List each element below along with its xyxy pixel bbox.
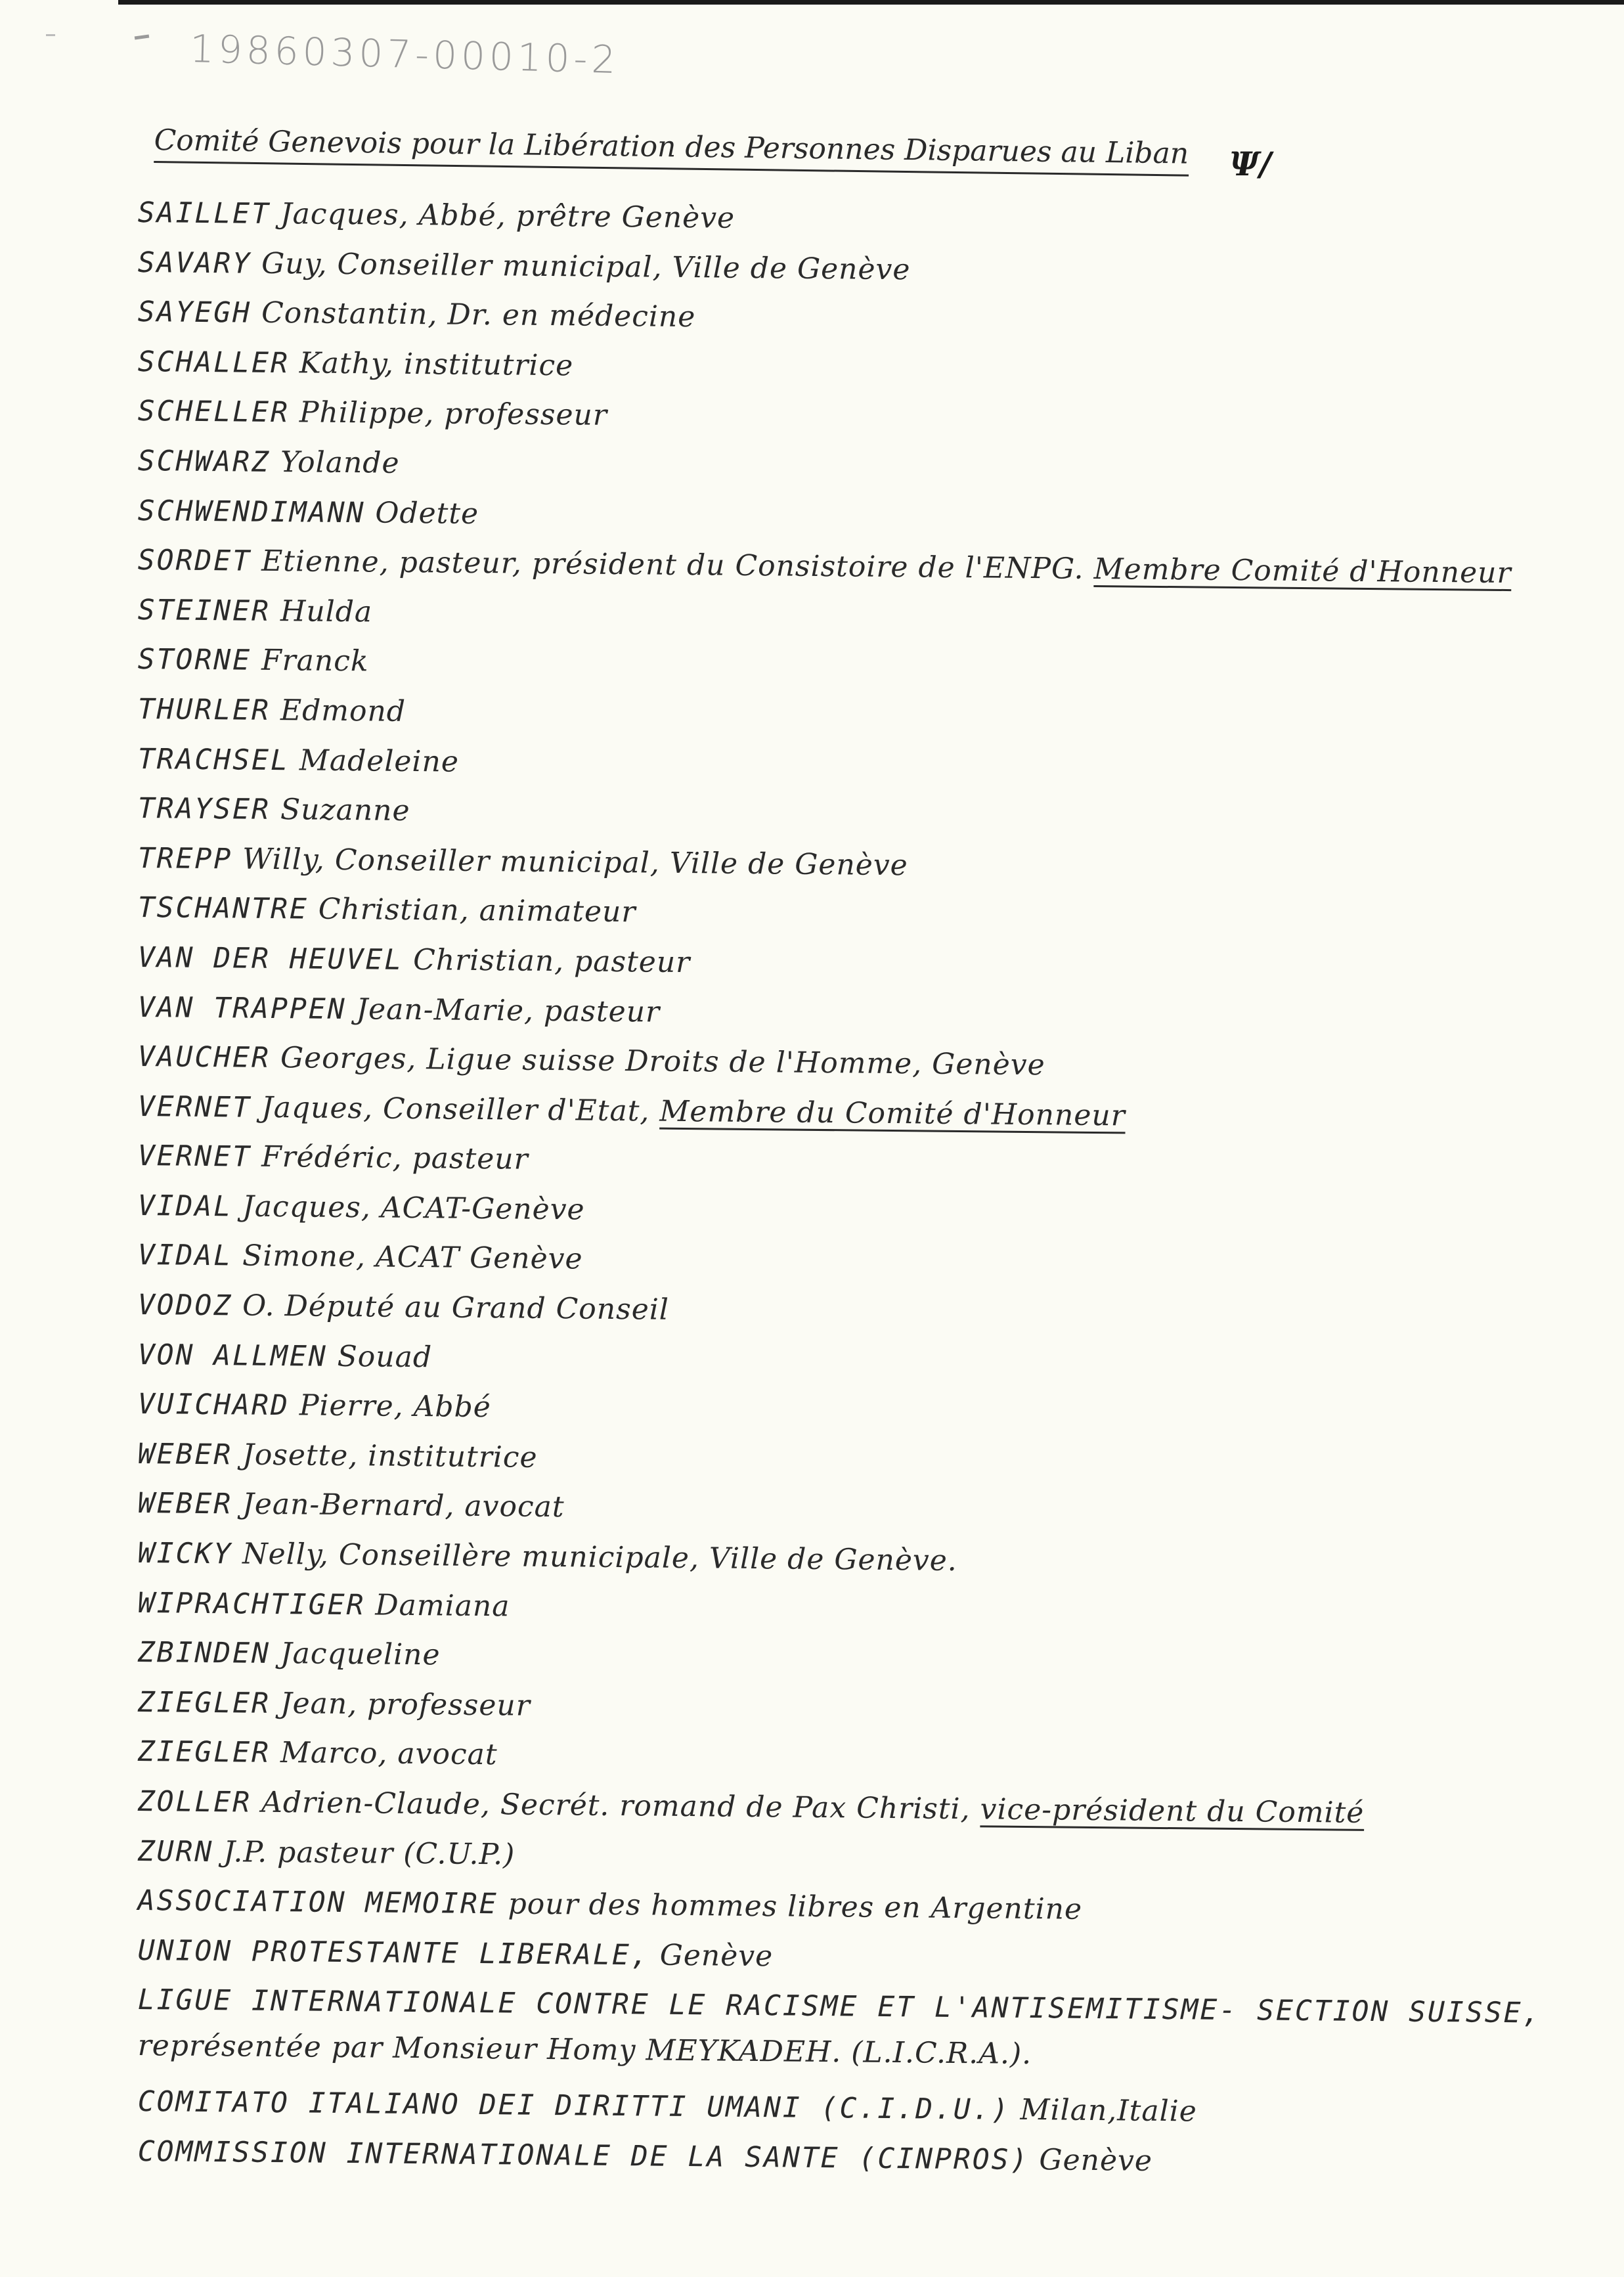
entry-details: Georges, Ligue suisse Droits de l'Homme, Genève [280, 1041, 1045, 1082]
entry-name: VAN TRAPPEN [137, 990, 347, 1026]
entry-name: SAILLET [137, 196, 271, 231]
entry-details: Jean, professeur [280, 1686, 531, 1723]
entry-details: Marco, avocat [280, 1736, 498, 1772]
entry-details: Adrien-Claude, Secrét. romand de Pax Christi, [261, 1785, 971, 1826]
entry-name: UNION PROTESTANTE LIBERALE, [137, 1934, 650, 1972]
entry-details: Frédéric, pasteur [261, 1140, 529, 1176]
entry-details: Jacques, Abbé, prêtre Genève [280, 197, 735, 235]
document-title: Comité Genevois pour la Libération des Personnes Disparues au Liban [154, 123, 1189, 177]
archive-reference: 19860307-00010-2 [189, 26, 621, 83]
entry-details: Milan,Italie [1020, 2093, 1198, 2129]
entry-details: Willy, Conseiller municipal, Ville de Genève [242, 842, 908, 882]
entry-name: ZOLLER [137, 1785, 252, 1819]
entry-name: THURLER [137, 692, 271, 727]
entry-details: Genève [1039, 2143, 1153, 2178]
entry-details: Josette, institutrice [242, 1438, 538, 1474]
entry-name: VON ALLMEN [137, 1338, 328, 1373]
entry-details: Edmond [280, 694, 406, 728]
entry-details: Guy, Conseiller municipal, Ville de Genève [261, 246, 911, 286]
entry-name: SORDET [137, 544, 252, 578]
entry-role-note: Membre du Comité d'Honneur [659, 1094, 1126, 1133]
entry-details: Pierre, Abbé [299, 1388, 492, 1425]
entry-details: Jacques, ACAT-Genève [242, 1189, 585, 1227]
entry-name: WEBER [137, 1487, 233, 1521]
entry-name: WEBER [137, 1437, 233, 1472]
entry-details: Jean-Bernard, avocat [242, 1487, 565, 1524]
entry-name: SCHALLER [137, 345, 290, 380]
entry-name: ZIEGLER [137, 1735, 271, 1770]
entry-details: Odette [375, 496, 479, 531]
page-top-edge [118, 0, 1624, 5]
entry-details: Etienne, pasteur, président du Consistoire de l'ENPG. [261, 544, 1084, 586]
pencil-tick-mark [135, 34, 149, 39]
entry-details: Damiana [375, 1588, 510, 1624]
entry-details: Christian, pasteur [412, 942, 691, 979]
entry-name: VAUCHER [137, 1040, 271, 1075]
entry-details: Constantin, Dr. en médecine [261, 296, 696, 334]
entry-details: Jean-Marie, pasteur [356, 992, 661, 1029]
entry-name: STEINER [137, 593, 271, 628]
entry-details: Madeleine [299, 743, 460, 779]
entry-name: TRACHSEL [137, 742, 290, 777]
entry-name: LIGUE INTERNATIONALE CONTRE LE RACISME ET L'ANTISEMITISME- SECTION SUISSE, [137, 1983, 1542, 2030]
entry-details: Nelly, Conseillère municipale, Ville de Genève. [242, 1537, 958, 1578]
entry-details: Suzanne [280, 793, 410, 828]
entry-name: TSCHANTRE [137, 891, 309, 926]
entry-details: Yolande [280, 445, 400, 480]
entry-name: SAVARY [137, 246, 252, 280]
entry-name: WICKY [137, 1537, 233, 1571]
entry-name: VAN DER HEUVEL [137, 940, 404, 977]
entry-name: WIPRACHTIGER [137, 1586, 366, 1622]
entry-name: ZURN [137, 1834, 214, 1868]
entry-details: représentée par Monsieur Homy MEYKADEH. (L.I.C.R.A.). [137, 2029, 1032, 2071]
entry-name: SCHWENDIMANN [137, 494, 366, 529]
entry-name: VIDAL [137, 1239, 233, 1273]
entry-details: J.P. pasteur (C.U.P.) [223, 1834, 516, 1872]
entry-details: Souad [337, 1339, 433, 1374]
entry-name: SCHELLER [137, 395, 290, 430]
entry-name: COMMISSION INTERNATIONALE DE LA SANTE (CINPROS) [137, 2134, 1030, 2177]
entry-details: Kathy, institutrice [299, 346, 574, 383]
entry-name: ASSOCIATION MEMOIRE [137, 1884, 498, 1921]
entry-details: pour des hommes libres en Argentine [508, 1887, 1083, 1926]
entry-name: VIDAL [137, 1189, 233, 1224]
entry-details: Christian, animateur [318, 892, 636, 929]
entry-name: VERNET [137, 1090, 252, 1124]
entry-name: VODOZ [137, 1289, 233, 1323]
entry-name: SCHWARZ [137, 444, 271, 479]
entry-name: TREPP [137, 841, 233, 876]
entry-name: SAYEGH [137, 296, 252, 330]
entry-role-note: vice-président du Comité [980, 1792, 1365, 1830]
margin-handwritten-mark: Ψ/ [1229, 144, 1271, 183]
entry-details: Simone, ACAT Genève [242, 1239, 583, 1276]
entry-name: ZIEGLER [137, 1685, 271, 1720]
entry-details: O. Député au Grand Conseil [242, 1289, 670, 1327]
member-list [138, 196, 1602, 2184]
entry-details: Philippe, professeur [299, 395, 608, 433]
entry-details: Hulda [280, 594, 373, 629]
entry-name: COMITATO ITALIANO DEI DIRITTI UMANI (C.I.D.U.) [137, 2085, 1011, 2127]
entry-details: Jacqueline [280, 1637, 441, 1672]
entry-name: STORNE [137, 643, 252, 678]
entry-details: Jaques, Conseiller d'Etat, [261, 1090, 650, 1128]
entry-details: Genève [659, 1938, 774, 1974]
entry-name: VERNET [137, 1139, 252, 1174]
entry-details: Franck [261, 644, 369, 678]
stray-mark [46, 34, 55, 36]
entry-name: ZBINDEN [137, 1636, 271, 1671]
entry-name: VUICHARD [137, 1388, 290, 1423]
entry-name: TRAYSER [137, 792, 271, 827]
entry-role-note: Membre Comité d'Honneur [1093, 552, 1512, 590]
